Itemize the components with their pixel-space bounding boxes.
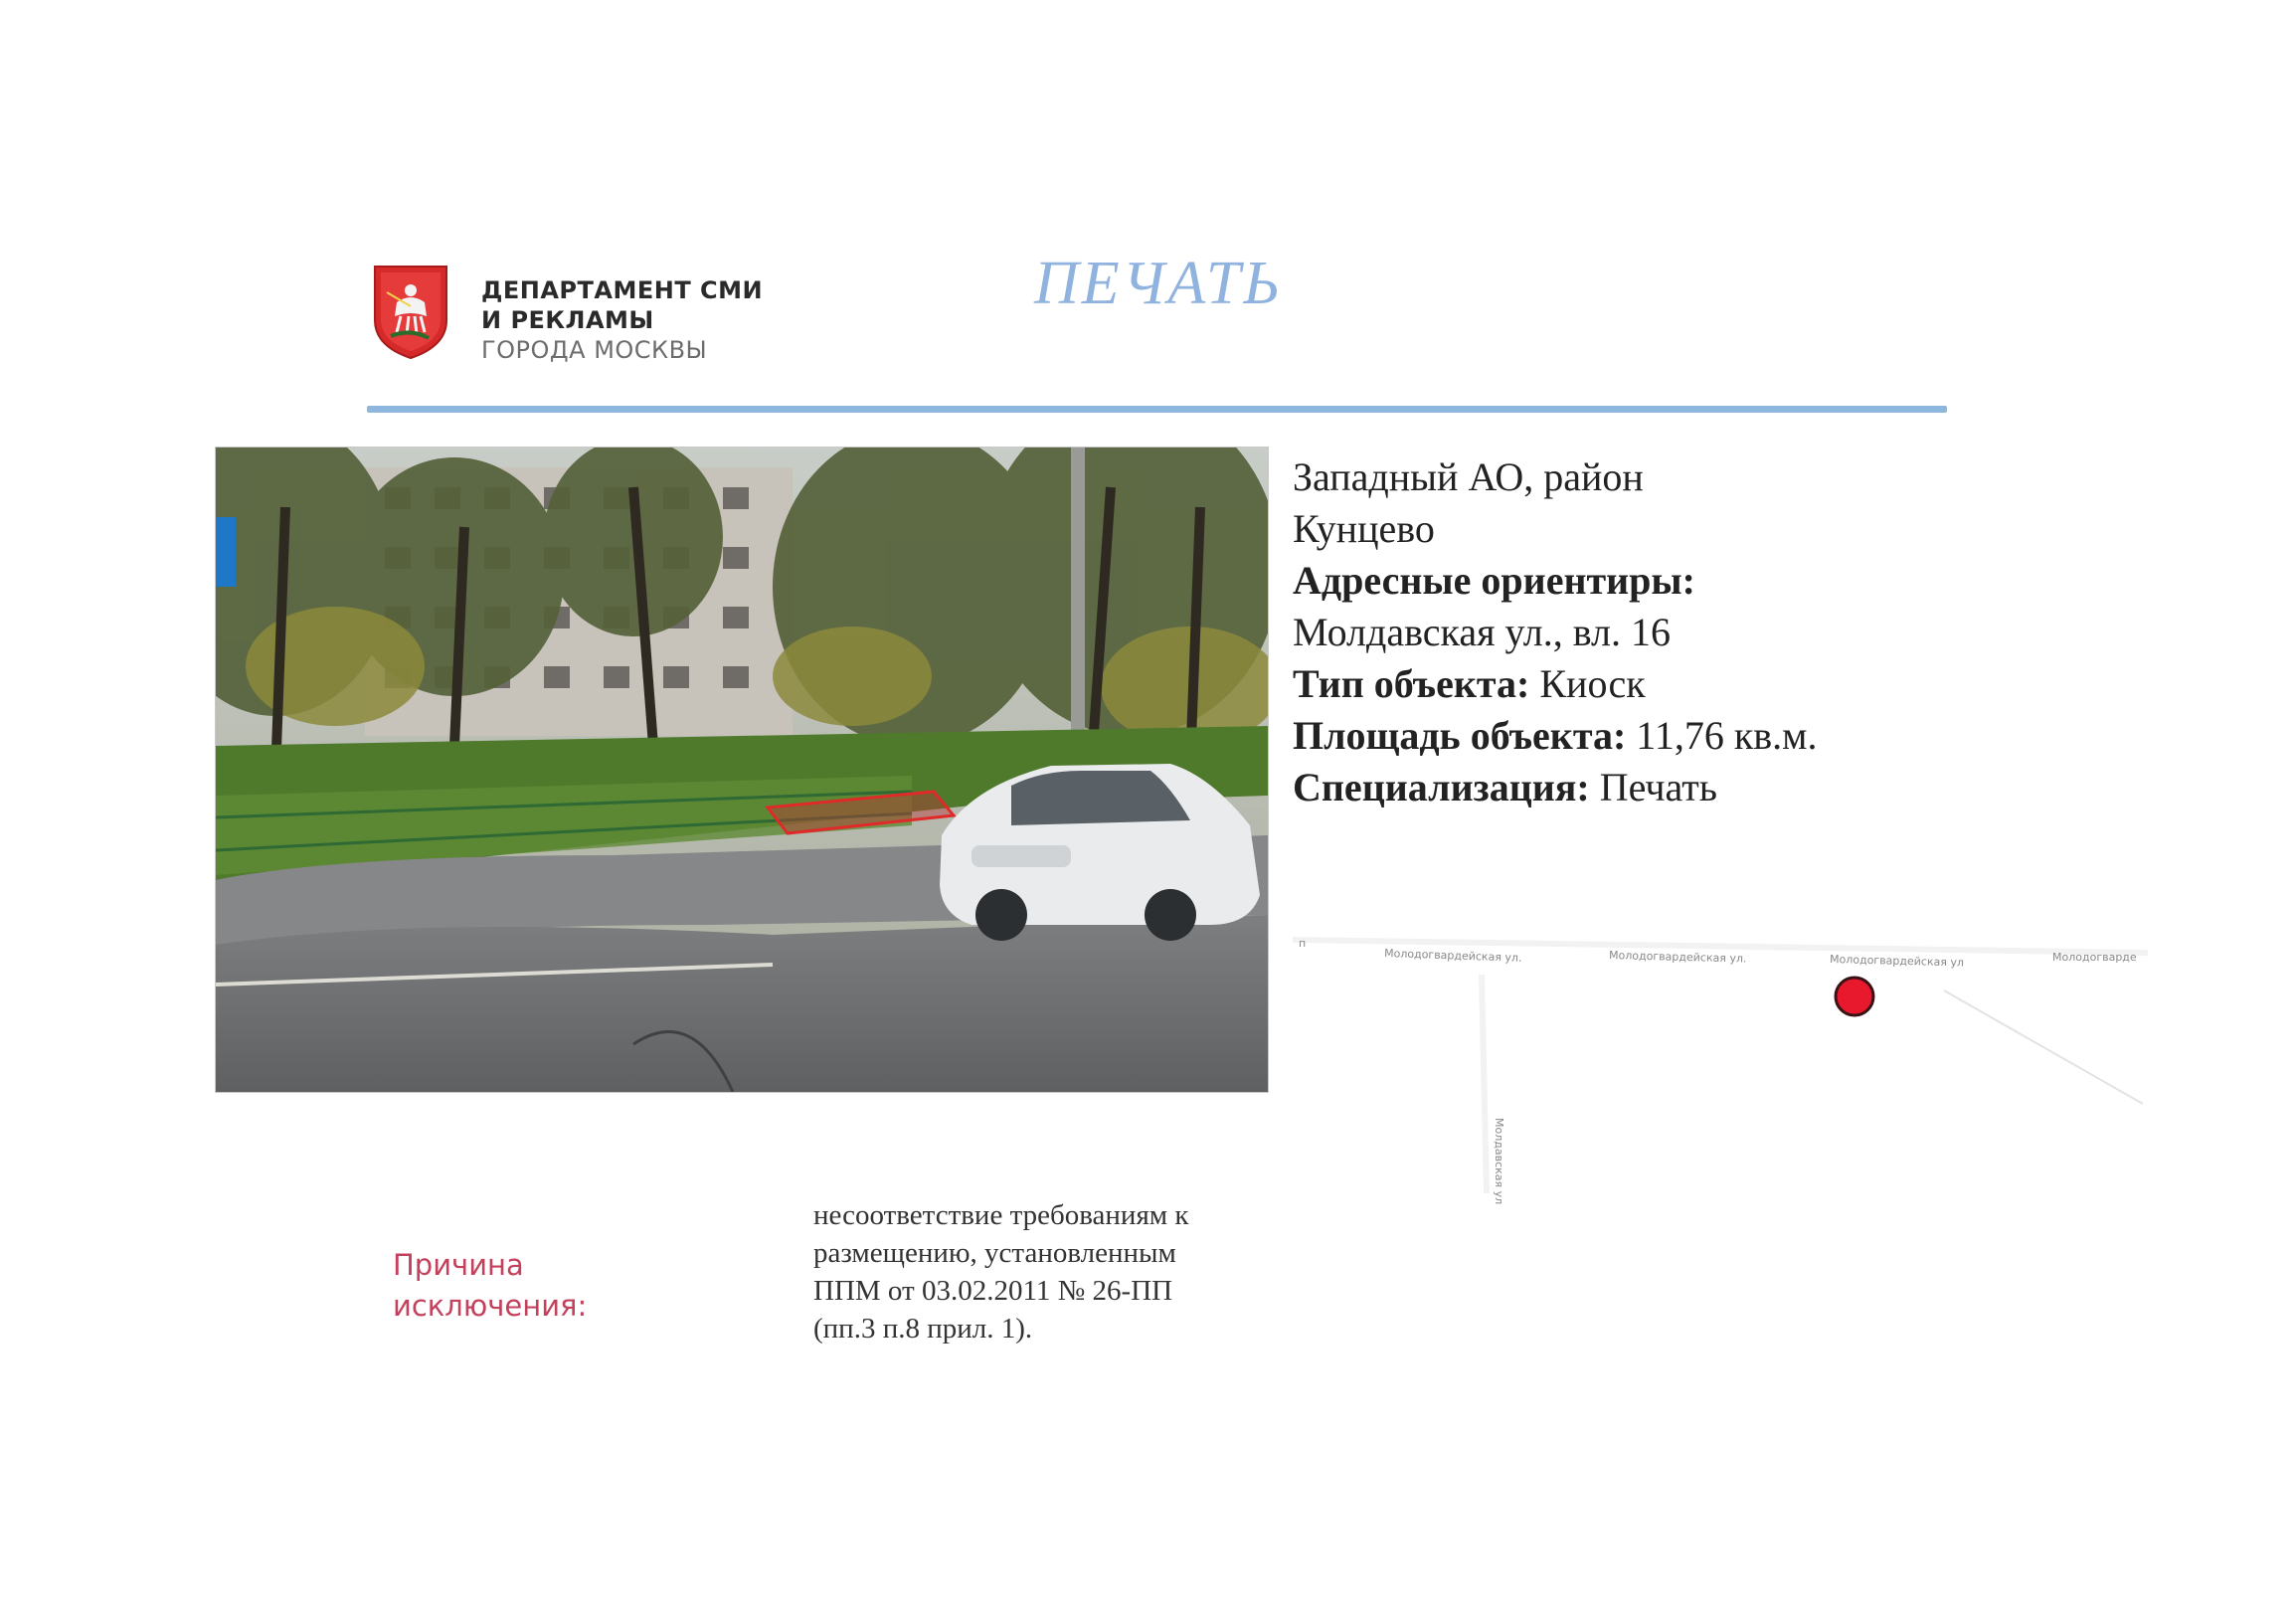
map-street-label-1: Молодогвардейская ул. — [1383, 947, 1522, 965]
district-line1: Западный АО, район — [1293, 454, 1644, 499]
specialization-row — [1293, 762, 1717, 813]
map-street-label-2: Молодогвардейская ул. — [1608, 949, 1747, 966]
object-area-row — [1293, 710, 1817, 762]
map-label-prefix: п — [1299, 937, 1307, 950]
address-label — [1293, 555, 1695, 607]
reason-label-line1: Причина — [393, 1248, 524, 1282]
specialization-value: Печать — [1599, 765, 1717, 809]
object-type-label: Тип объекта: — [1293, 661, 1530, 706]
map-street-label-4: Молодогварде — [2052, 951, 2137, 964]
object-type-value: Киоск — [1539, 661, 1646, 706]
district-line2: Кунцево — [1293, 506, 1435, 551]
reason-text-line4: (пп.3 п.8 прил. 1). — [813, 1313, 1033, 1345]
reason-text-line2: размещению, установленным — [813, 1237, 1176, 1269]
specialization-label: Специализация: — [1293, 765, 1590, 809]
object-type-row — [1293, 658, 1646, 710]
address-value: Молдавская ул., вл. 16 — [1293, 610, 1672, 654]
object-area-label: Площадь объекта: — [1293, 713, 1627, 758]
reason-text-line1: несоответствие требованиям к — [813, 1199, 1189, 1231]
reason-text-line3: ППМ от 03.02.2011 № 26-ПП — [813, 1275, 1173, 1307]
location-photo — [215, 447, 1269, 1093]
map-street-label-3: Молодогвардейская ул — [1829, 953, 1965, 970]
address-label-text: Адресные ориентиры: — [1293, 558, 1695, 603]
header-divider — [367, 406, 1947, 413]
page-title: ПЕЧАТЬ — [1034, 250, 1283, 317]
object-area-value: 11,76 кв.м. — [1636, 713, 1818, 758]
map-street-label-vertical: Молдавская ул — [1493, 1118, 1505, 1205]
department-name-line2: И РЕКЛАМЫ — [481, 306, 654, 334]
department-city-line: ГОРОДА МОСКВЫ — [481, 336, 708, 364]
moscow-coat-of-arms-icon — [371, 263, 450, 360]
department-name-line1: ДЕПАРТАМЕНТ СМИ — [481, 276, 764, 304]
location-map — [1293, 895, 2148, 1253]
reason-label-line2: исключения: — [393, 1289, 588, 1323]
location-marker-icon — [1836, 978, 1873, 1015]
